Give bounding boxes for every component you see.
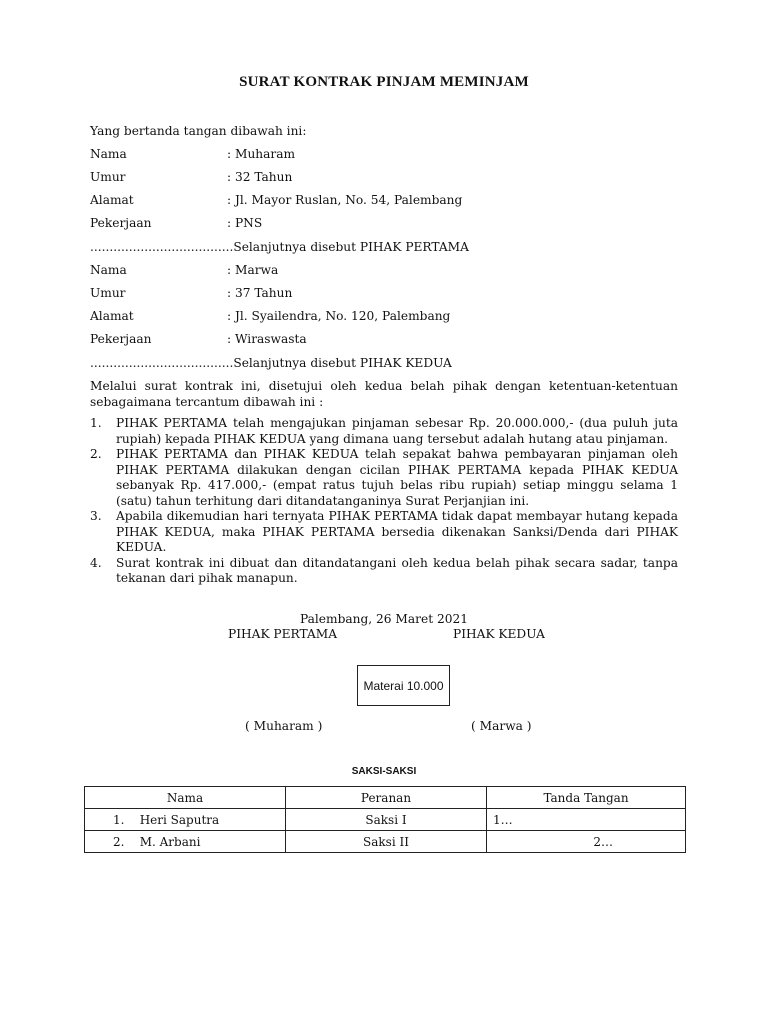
term-text: PIHAK PERTAMA telah mengajukan pinjaman sebesar Rp. 20.000.000,- (dua puluh juta rupiah) kepada PIHAK KEDUA yang dimana uang tersebut adalah hutang atau pinjaman. <box>116 416 678 446</box>
term-item <box>90 416 678 447</box>
field-value: : Marwa <box>227 263 279 277</box>
field-value: : PNS <box>227 216 263 230</box>
field-label: Nama <box>90 147 127 161</box>
term-number: 3. <box>90 509 102 523</box>
agreement-intro: Melalui surat kontrak ini, disetujui oleh kedua belah pihak dengan ketentuan-ketentuan sebagaimana tercantum dibawah ini : <box>90 379 678 409</box>
field-value: : 37 Tahun <box>227 286 293 300</box>
term-item <box>90 556 678 587</box>
first-party-label: PIHAK PERTAMA <box>228 627 338 641</box>
term-number: 4. <box>90 555 102 570</box>
field-value: : 32 Tahun <box>227 170 293 184</box>
witness-signature: 2… <box>487 831 686 853</box>
field-value: : Jl. Syailendra, No. 120, Palembang <box>227 309 451 323</box>
witness-role: Saksi II <box>286 831 487 853</box>
stamp-label: Materai 10.000 <box>363 678 444 693</box>
witness-name: 2. M. Arbani <box>85 831 286 853</box>
field-label: Alamat <box>90 309 134 323</box>
party1-designation: .....................................Selanjutnya disebut PIHAK PERTAMA <box>90 240 469 254</box>
second-party-label: PIHAK KEDUA <box>453 627 545 641</box>
term-number: 1. <box>90 416 102 430</box>
field-value: : Muharam <box>227 147 296 161</box>
table-row <box>85 831 686 853</box>
table-header-row <box>85 787 686 809</box>
field-label: Nama <box>90 263 127 277</box>
witnesses-title: SAKSI-SAKSI <box>351 766 417 777</box>
term-item <box>90 509 678 556</box>
column-header-signature: Tanda Tangan <box>487 787 686 809</box>
column-header-name: Nama <box>85 787 286 809</box>
witness-role: Saksi I <box>286 809 487 831</box>
field-label: Pekerjaan <box>90 216 152 230</box>
stamp-box <box>357 665 450 706</box>
first-party-signature-name: ( Muharam ) <box>245 719 323 733</box>
place-date: Palembang, 26 Maret 2021 <box>299 612 468 626</box>
term-item <box>90 447 678 509</box>
witnesses-table <box>84 786 686 853</box>
term-text: Apabila dikemudian hari ternyata PIHAK PERTAMA tidak dapat membayar hutang kepada PIHAK KEDUA, maka PIHAK PERTAMA bersedia dikenakan Sanksi/Denda dari PIHAK KEDUA. <box>116 509 678 554</box>
field-label: Alamat <box>90 193 134 207</box>
intro-text: Yang bertanda tangan dibawah ini: <box>90 124 307 138</box>
witness-name: 1. Heri Saputra <box>85 809 286 831</box>
witness-signature: 1… <box>487 809 686 831</box>
party2-designation: .....................................Selanjutnya disebut PIHAK KEDUA <box>90 356 452 370</box>
field-label: Pekerjaan <box>90 332 152 346</box>
term-text: Surat kontrak ini dibuat dan ditandatangani oleh kedua belah pihak secara sadar, tanpa tekanan dari pihak manapun. <box>116 555 678 585</box>
column-header-role: Peranan <box>286 787 487 809</box>
field-value: : Jl. Mayor Ruslan, No. 54, Palembang <box>227 193 463 207</box>
field-label: Umur <box>90 170 126 184</box>
table-row <box>85 809 686 831</box>
term-text: PIHAK PERTAMA dan PIHAK KEDUA telah sepakat bahwa pembayaran pinjaman oleh PIHAK PERTAMA dilakukan dengan cicilan PIHAK PERTAMA kepada PIHAK KEDUA sebanyak Rp. 417.000,- (empat ratus tujuh belas ribu rupiah) setiap minggu selama 1 (satu) tahun terhitung dari ditandatanganinya Surat Perjanjian ini. <box>116 447 678 508</box>
field-label: Umur <box>90 286 126 300</box>
second-party-signature-name: ( Marwa ) <box>471 719 532 733</box>
field-value: : Wiraswasta <box>227 332 307 346</box>
terms-list <box>90 416 678 587</box>
term-number: 2. <box>90 447 102 461</box>
document-title: SURAT KONTRAK PINJAM MEMINJAM <box>239 74 529 90</box>
